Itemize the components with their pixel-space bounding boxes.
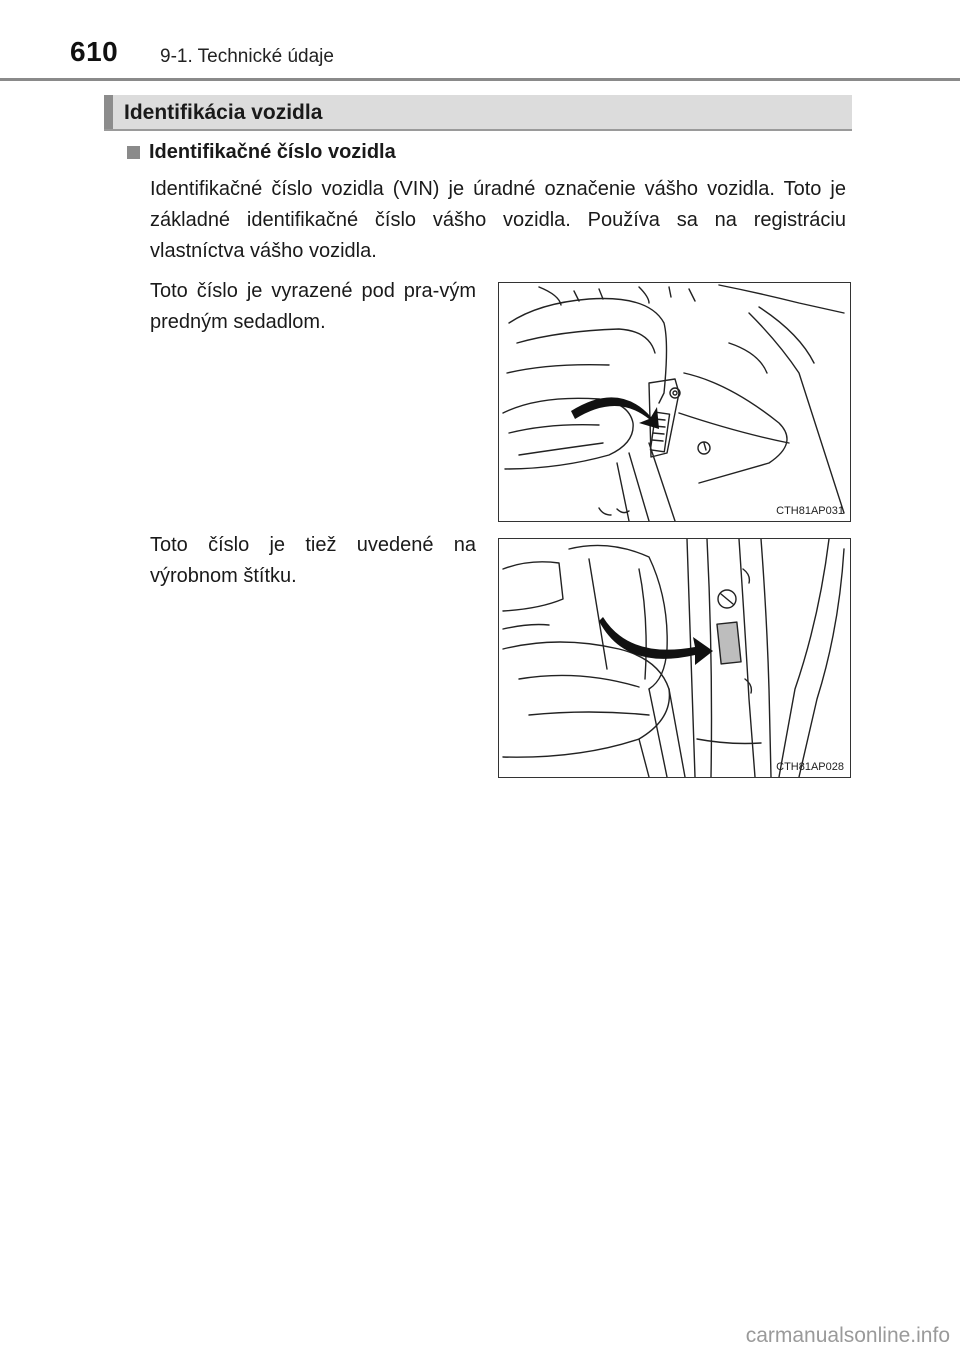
section-bar xyxy=(104,95,852,131)
paragraph-vin-description: Identifikačné číslo vozidla (VIN) je úradné označenie vášho vozidla. Toto je základné identifikačné číslo vášho vozidla. Používa sa na registráciu vlastníctva vášho vozidla. xyxy=(150,178,846,262)
header-rule xyxy=(0,78,960,81)
figure-code: CTH81AP028 xyxy=(776,761,844,773)
seat-floor-vin-illustration xyxy=(499,283,850,521)
figure-code: CTH81AP031 xyxy=(776,505,844,517)
square-bullet-icon xyxy=(127,146,140,159)
door-pillar-label-illustration xyxy=(499,539,850,777)
figure-seat-floor xyxy=(498,282,851,522)
chapter-title: 9-1. Technické údaje xyxy=(160,46,334,67)
watermark: carmanualsonline.info xyxy=(745,1324,950,1347)
figure-door-pillar xyxy=(498,538,851,778)
paragraph-vin-location-plate: Toto číslo je tiež uvedené na výrobnom štítku. xyxy=(150,534,476,587)
page-number: 610 xyxy=(70,36,119,67)
subsection-heading: Identifikačné číslo vozidla xyxy=(149,141,396,163)
section-title: Identifikácia vozidla xyxy=(124,101,323,124)
section-bar-accent xyxy=(104,95,113,129)
paragraph-vin-location-seat: Toto číslo je vyrazené pod pra-vým predným sedadlom. xyxy=(150,280,476,333)
